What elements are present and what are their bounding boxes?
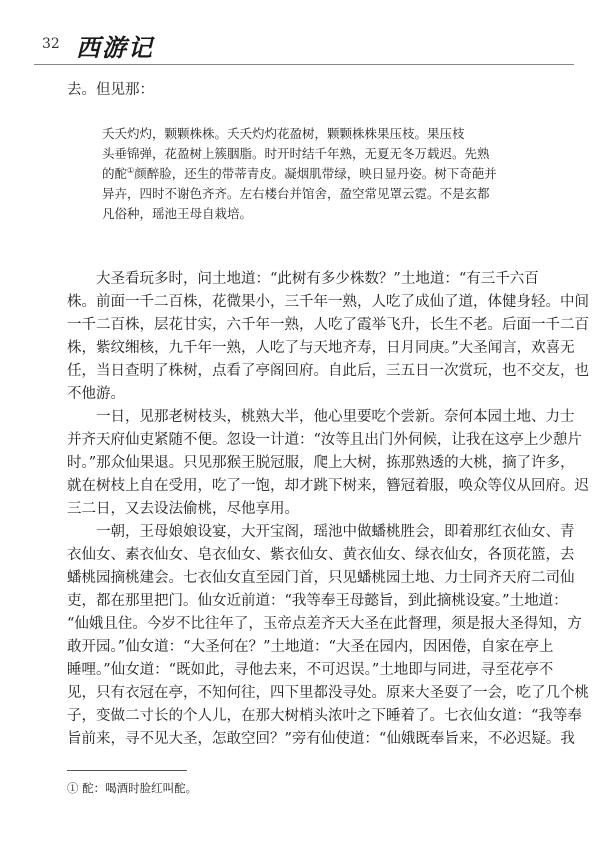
- footnote-rule: [67, 770, 187, 771]
- book-title: 西游记: [76, 33, 154, 62]
- body-text: [67, 268, 589, 751]
- text-line: 衣仙女、素衣仙女、皂衣仙女、紫衣仙女、黄衣仙女、绿衣仙女，各顶花篮，去: [67, 547, 575, 563]
- text-line: 三二日，又去设法偷桃，尽他享用。: [67, 501, 299, 517]
- text-line: 一日，见那老树枝头，桃熟大半，他心里要吃个尝新。奈何本园土地、力士: [67, 409, 575, 425]
- footnote-reference: ①: [127, 165, 135, 175]
- text-line: 不他游。: [67, 386, 125, 402]
- text-line: 株，紫纹缃核，九千年一熟，人吃了与天地齐寿，日月同庚。”大圣闻言，欢喜无: [67, 340, 575, 356]
- paragraph: [67, 521, 589, 751]
- text-line: 并齐天府仙吏紧随不便。忽设一计道：“汝等且出门外伺候，让我在这亭上少憩片: [67, 432, 582, 448]
- text-line: 子，变做二寸长的个人儿，在那大树梢头浓叶之下睡着了。七衣仙女道：“我等奉: [67, 708, 582, 724]
- poem-block: [102, 124, 500, 224]
- poem-line: 异卉，四时不谢色齐齐。左右楼台并馆舍，盈空常见罩云霓。不是玄都: [102, 186, 490, 201]
- text-line: 旨前来，寻不见大圣，怎敢空回？”旁有仙使道：“仙娥既奉旨来，不必迟疑。我: [67, 731, 575, 747]
- page-number: 32: [42, 36, 60, 52]
- text-line: 见，只有衣冠在亭，不知何往，四下里都没寻处。原来大圣耍了一会，吃了几个桃: [67, 685, 589, 701]
- text-line: 时。”那众仙果退。只见那猴王脱冠服，爬上大树，拣那熟透的大桃，摘了许多，: [67, 455, 575, 471]
- poem-line: 凡俗种，瑶池王母自栽培。: [102, 206, 253, 221]
- paragraph: [67, 406, 589, 521]
- text-line: 就在树枝上自在受用，吃了一饱，却才跳下树来，簪冠着服，唤众等仪从回府。迟: [67, 478, 589, 494]
- poem-line: 夭夭灼灼，颗颗株株。夭夭灼灼花盈树，颗颗株株果压枝。果压枝: [102, 126, 465, 141]
- poem-line: 头垂锦弹，花盈树上簇胭脂。时开时结千年熟，无夏无冬万载迟。先熟: [102, 146, 490, 161]
- poem-line: 的酡①颜醉脸，还生的带蒂青皮。凝烟肌带绿，映日显丹姿。树下奇葩并: [102, 165, 497, 181]
- text-line: 吏，都在那里把门。仙女近前道：“我等奉王母懿旨，到此摘桃设宴。”土地道：: [67, 593, 568, 609]
- intro-text: 去。但见那：: [67, 82, 154, 98]
- paragraph: [67, 268, 589, 406]
- text-line: 睡哩。”仙女道：“既如此，寻他去来，不可迟误。”土地即与同进，寻至花亭不: [67, 662, 554, 678]
- page-header: [34, 28, 574, 62]
- text-line: 任，当日查明了株树，点看了亭阁回府。自此后，三五日一次赏玩，也不交友，也: [67, 363, 589, 379]
- text-line: “仙娥且住。今岁不比往年了，玉帝点差齐天大圣在此督理，须是报大圣得知，方: [67, 616, 582, 632]
- text-line: 敢开园。”仙女道：“大圣何在？”土地道：“大圣在园内，因困倦，自家在亭上: [67, 639, 554, 655]
- text-line: 蟠桃园摘桃建会。七衣仙女直至园门首，只见蟠桃园土地、力士同齐天府二司仙: [67, 570, 575, 586]
- text-line: 一朝，王母娘娘设宴，大开宝阁，瑶池中做蟠桃胜会，即着那红衣仙女、青: [67, 524, 575, 540]
- text-line: 大圣看玩多时，问土地道：“此树有多少株数？”土地道：“有三千六百: [67, 271, 539, 287]
- text-line: 一千二百株，层花甘实，六千年一熟，人吃了霞举飞升，长生不老。后面一千二百: [67, 317, 589, 333]
- header-rule: [34, 64, 574, 65]
- footnote: ① 酡：喝酒时脸红叫酡。: [67, 781, 198, 795]
- text-line: 株。前面一千二百株，花微果小，三千年一熟，人吃了成仙了道，体健身轻。中间: [67, 294, 589, 310]
